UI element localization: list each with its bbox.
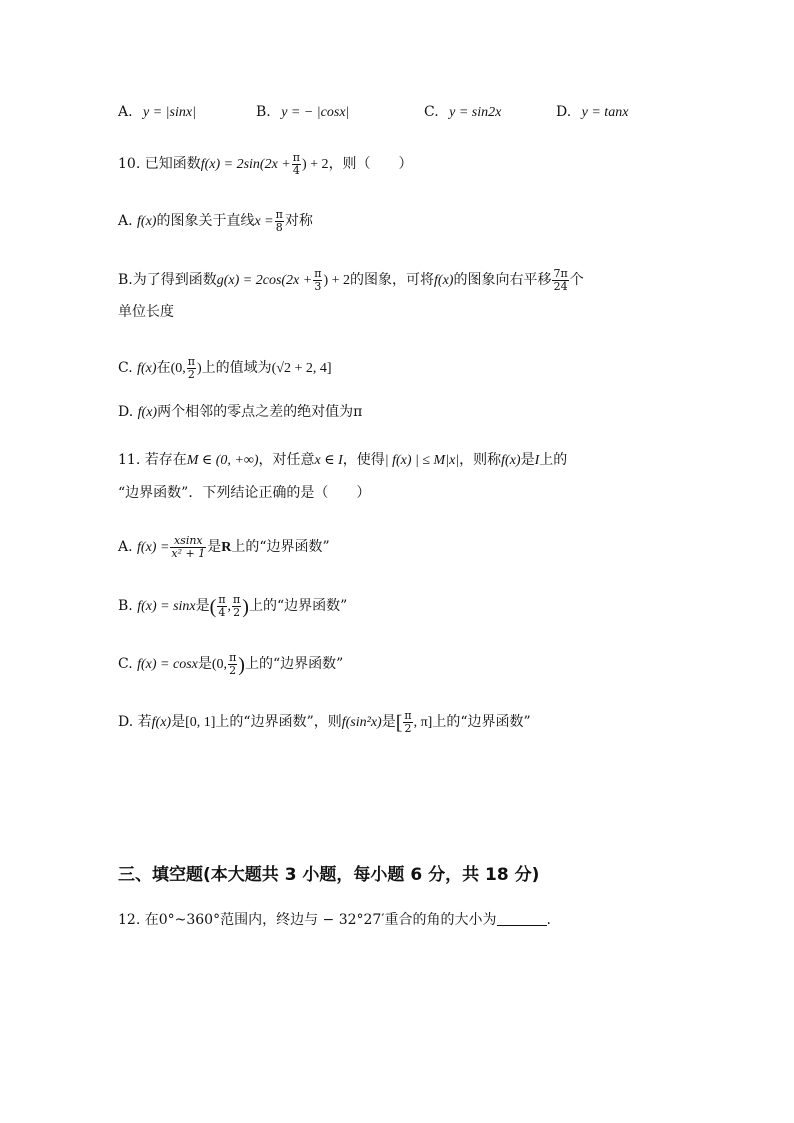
option-text: 对称 — [284, 213, 313, 230]
q11-option-b — [118, 594, 347, 618]
option-label: B. — [118, 598, 133, 615]
option-text: 上的“边界函数”，则 — [215, 714, 342, 731]
q11-option-a — [118, 535, 330, 559]
option-text: 上的值域为 — [201, 360, 272, 377]
question-number: 11. — [118, 452, 141, 468]
question-number: 12. — [118, 912, 141, 928]
stem-text: “边界函数”．下列结论正确的是（ ） — [118, 485, 371, 501]
function-expression: f(sin²x) — [341, 715, 382, 731]
option-text: 上的“边界函数” — [248, 598, 348, 615]
function-expression: f(x) = sinx — [137, 599, 196, 615]
option-text: 是 — [171, 714, 186, 731]
function-expression: f(x) = cosx — [137, 657, 198, 673]
q12-stem — [118, 913, 551, 927]
answer-blank[interactable] — [497, 925, 547, 926]
interval-bracket: ) — [238, 654, 245, 677]
option-text: 的图象向右平移 — [453, 272, 552, 289]
fraction: $\frac{\pi}{8}$ — [275, 208, 283, 234]
option-text: 上的“边界函数” — [244, 656, 344, 673]
option-text: 单位长度 — [118, 304, 174, 320]
stem-text: 若存在 — [144, 452, 187, 468]
option-label: C. — [424, 104, 439, 120]
q9-option-b — [256, 104, 349, 121]
stem-text: 已知函数 — [144, 156, 201, 173]
function-tail: ) + 2 — [323, 273, 351, 289]
interval-separator: , — [227, 599, 232, 615]
option-text: 两个相邻的零点之差的绝对值为π — [157, 404, 363, 420]
stem-end: . — [546, 912, 551, 928]
option-text: 是 — [195, 598, 210, 615]
option-text: 上的“边界函数” — [432, 714, 531, 731]
option-text: 的图象，可将 — [350, 272, 435, 289]
option-label: A. — [118, 213, 133, 230]
q11-option-d — [118, 710, 531, 734]
q10-option-d — [118, 405, 362, 420]
set-name: I — [534, 453, 540, 468]
q11-stem — [118, 453, 567, 468]
equation: x = — [254, 214, 274, 230]
option-text: 是 — [381, 714, 396, 731]
fraction: $\frac{\pi}{2}$ — [187, 355, 195, 381]
fraction: $\frac{\pi}{3}$ — [314, 267, 322, 293]
option-text: 为了得到函数 — [132, 272, 217, 289]
option-label: B. — [256, 104, 271, 120]
option-label: C. — [118, 656, 133, 673]
q9-option-a — [118, 104, 196, 121]
condition: | f(x) | ≤ M|x| — [384, 453, 460, 468]
q10-option-a — [118, 209, 313, 233]
fraction: $\frac{\pi}{4}$ — [292, 151, 300, 177]
interval-bracket: ( — [209, 596, 217, 619]
q10-stem — [118, 152, 413, 176]
option-text: 若 — [137, 714, 152, 731]
function-name: f(x) — [434, 273, 454, 289]
q10-option-b-line2 — [118, 305, 174, 319]
option-text: 是 — [197, 656, 212, 673]
function-expression: f(x) = — [137, 540, 170, 556]
stem-text: 是 — [520, 452, 535, 468]
section-heading: 三、填空题(本大题共 3 小题，每小题 6 分，共 18 分) — [118, 865, 540, 885]
option-label: B. — [118, 272, 133, 289]
condition: M ∈ (0, +∞) — [186, 453, 259, 468]
option-text: 的图象关于直线 — [156, 213, 255, 230]
option-expression: y = sin2x — [449, 105, 502, 120]
fraction: $\frac{\pi}{2}$ — [229, 651, 237, 677]
option-text: 在 — [156, 360, 171, 377]
function-name: f(x) — [137, 405, 158, 420]
stem-text: 上的 — [539, 452, 568, 468]
stem-suffix: ，则（ ） — [328, 156, 413, 173]
stem-text: ，则称 — [459, 452, 502, 468]
option-label: D. — [118, 404, 134, 420]
function-name: f(x) — [151, 715, 172, 731]
q9-option-c — [424, 104, 501, 121]
q10-option-b — [118, 268, 584, 292]
option-label: A. — [118, 104, 133, 120]
q10-option-c — [118, 356, 332, 380]
interval: [0, 1] — [185, 715, 216, 731]
question-number: 10. — [118, 156, 141, 173]
interval: (0, — [170, 361, 186, 377]
q11-stem-line2 — [118, 486, 370, 500]
set-name: R — [221, 540, 232, 556]
option-text: 上的“边界函数” — [231, 539, 330, 556]
fraction: $\frac{\pi}{4}$ — [218, 593, 226, 619]
fraction: $\frac{\pi}{2}$ — [404, 709, 412, 735]
option-text: 是 — [207, 539, 222, 556]
fraction: $\frac{xsinx}{\text{x² + 1}}$ — [171, 534, 206, 560]
stem-text: ，使得 — [342, 452, 385, 468]
interval: ) — [196, 361, 202, 377]
stem-text: ，对任意 — [258, 452, 315, 468]
function-tail: ) + 2 — [302, 157, 329, 173]
q9-option-d — [556, 104, 628, 121]
stem-text: 在0°~360°范围内，终边与 − 32°27′重合的角的大小为 — [144, 912, 497, 928]
option-label: C. — [118, 360, 133, 377]
option-text: 个 — [569, 272, 584, 289]
option-label: D. — [118, 714, 134, 731]
interval: , π] — [413, 715, 433, 731]
fraction: $\frac{7\pi}{24}$ — [553, 267, 568, 293]
function-name: f(x) — [137, 214, 157, 230]
interval-bracket: [ — [395, 712, 403, 735]
range-expression: (√2 + 2, 4] — [271, 361, 332, 377]
option-expression: y = tanx — [581, 105, 629, 120]
option-expression: y = − |cosx| — [281, 105, 350, 120]
function-name: f(x) — [501, 453, 521, 468]
interval-bracket: (0, — [211, 657, 228, 673]
fraction: $\frac{\pi}{2}$ — [233, 593, 241, 619]
option-label: D. — [556, 104, 572, 120]
option-label: A. — [118, 539, 133, 556]
q11-option-c — [118, 652, 343, 676]
interval-bracket: ) — [242, 596, 249, 619]
option-expression: y = |sinx| — [143, 105, 196, 120]
function-expression: g(x) = 2cos(2x + — [216, 273, 313, 289]
condition: x ∈ I — [314, 453, 343, 468]
function-name: f(x) — [137, 361, 157, 377]
function-expression: f(x) = 2sin(2x + — [200, 157, 291, 173]
